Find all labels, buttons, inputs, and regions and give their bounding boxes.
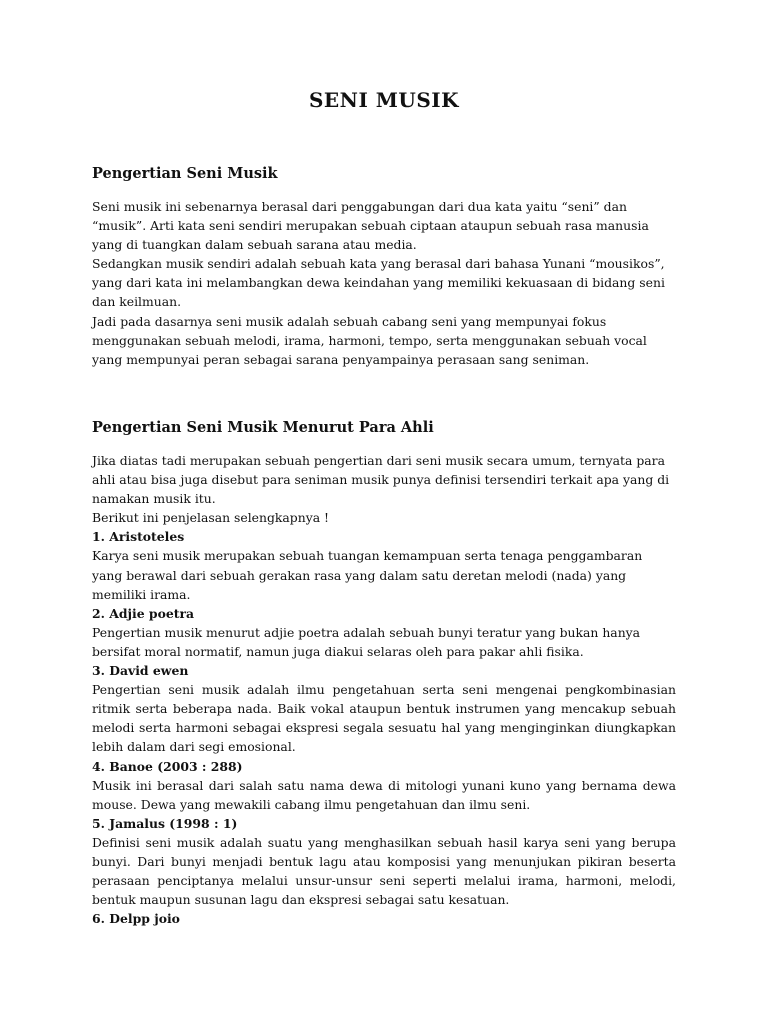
section-definition <box>92 164 676 369</box>
expert-name: 1. Aristoteles <box>92 529 185 545</box>
expert-description: Pengertian seni musik adalah ilmu pengetahuan serta seni mengenai pengkombinasian ritmik serta beberapa nada. Baik vokal ataupun bentuk instrumen yang mencakup sebuah melodi serta harmoni sebagai ekspresi segala sesuatu hal yang menginginkan diungkapkan lebih dalam dari segi emosional. <box>92 682 676 755</box>
paragraph: Berikut ini penjelasan selengkapnya ! <box>92 510 330 526</box>
paragraph: Jadi pada dasarnya seni musik adalah sebuah cabang seni yang mempunyai fokus menggunakan sebuah melodi, irama, harmoni, tempo, serta menggunakan sebuah vocal yang mempunyai peran sebagai sarana penyampainya perasaan sang seniman. <box>92 313 647 367</box>
document-title: SENI MUSIK <box>308 88 460 112</box>
expert-name: 4. Banoe (2003 : 288) <box>92 758 243 774</box>
expert-name: 5. Jamalus (1998 : 1) <box>92 815 238 831</box>
expert-description: Definisi seni musik adalah suatu yang menghasilkan sebuah hasil karya seni yang berupa bunyi. Dari bunyi menjadi bentuk lagu atau komposisi yang menunjukan pikiran beserta perasaan penciptanya melalui unsur-unsur seni seperti melalui irama, harmoni, melodi, bentuk maupun susunan lagu dan ekspresi sebagai satu kesatuan. <box>92 834 676 908</box>
paragraph: Sedangkan musik sendiri adalah sebuah kata yang berasal dari bahasa Yunani “mousikos”, yang dari kata ini melambangkan dewa keindahan yang memiliki kekuasaan di bidang seni dan keilmuan. <box>92 256 665 310</box>
expert-name: 3. David ewen <box>92 663 189 679</box>
section-experts <box>92 418 676 928</box>
expert-name: 2. Adjie poetra <box>92 605 195 621</box>
expert-description: Pengertian musik menurut adjie poetra adalah sebuah bunyi teratur yang bukan hanya bersifat moral normatif, namun juga diakui selaras oleh para pakar ahli fisika. <box>92 624 641 659</box>
section-heading-experts: Pengertian Seni Musik Menurut Para Ahli <box>92 419 434 436</box>
section-heading-definition: Pengertian Seni Musik <box>92 165 278 182</box>
paragraph: Seni musik ini sebenarnya berasal dari penggabungan dari dua kata yaitu “seni” dan “musik”. Arti kata seni sendiri merupakan sebuah ciptaan ataupun sebuah rasa manusia yang di tuangkan dalam sebuah sarana atau media. <box>92 199 649 253</box>
expert-name: 6. Delpp joio <box>92 911 180 927</box>
expert-description: Karya seni musik merupakan sebuah tuangan kemampuan serta tenaga penggambaran yang berawal dari sebuah gerakan rasa yang dalam satu deretan melodi (nada) yang memiliki irama. <box>92 548 643 602</box>
paragraph: Jika diatas tadi merupakan sebuah pengertian dari seni musik secara umum, ternyata para ahli atau bisa juga disebut para seniman musik punya definisi tersendiri terkait apa yang di namakan musik itu. <box>92 453 670 507</box>
expert-description: Musik ini berasal dari salah satu nama dewa di mitologi yunani kuno yang bernama dewa mouse. Dewa yang mewakili cabang ilmu pengetahuan dan ilmu seni. <box>92 777 676 812</box>
